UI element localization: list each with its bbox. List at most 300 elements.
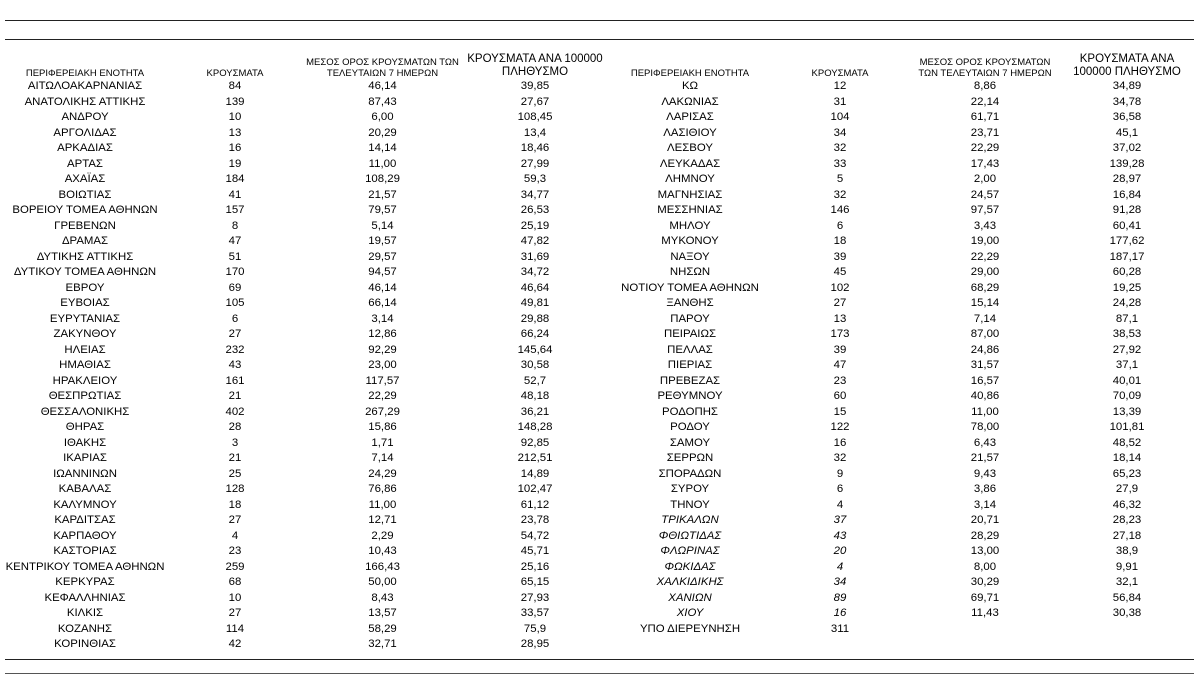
cell-per100k-left: 39,85 — [520, 80, 550, 92]
cell-cases-right: 173 — [830, 328, 850, 340]
cell-region-right: ΜΕΣΣΗΝΙΑΣ — [657, 204, 723, 216]
cell-per100k-right: 65,23 — [1112, 467, 1142, 480]
cell-per100k-right: 16,84 — [1112, 188, 1142, 201]
cell-region-right: ΠΙΕΡΙΑΣ — [667, 359, 713, 371]
cell-per100k-left: 23,78 — [520, 514, 550, 526]
cell-avg7-right: 19,00 — [970, 235, 1000, 247]
cell-region-left: ΑΧΑΪΑΣ — [64, 173, 106, 185]
cell-avg7-right: 29,00 — [970, 266, 1000, 278]
cell-per100k-left: 34,77 — [520, 188, 550, 201]
cell-per100k-left: 66,24 — [520, 328, 550, 340]
cell-region-right: ΧΙΟΥ — [676, 607, 704, 619]
cell-per100k-right: 38,53 — [1112, 328, 1142, 340]
cell-avg7-right: 21,57 — [970, 452, 1000, 464]
cell-avg7-left: 92,29 — [368, 343, 397, 356]
cell-region-left: ΚΕΡΚΥΡΑΣ — [55, 576, 115, 588]
cell-per100k-left: 18,46 — [520, 142, 550, 154]
cell-region-left: ΚΟΖΑΝΗΣ — [57, 622, 113, 635]
cell-avg7-left: 87,43 — [368, 95, 397, 108]
table-row — [5, 560, 1194, 576]
cell-avg7-left: 50,00 — [368, 576, 397, 588]
cell-avg7-left: 12,86 — [368, 328, 397, 340]
cell-avg7-right: 2,00 — [973, 173, 997, 185]
cell-cases-right: 33 — [833, 157, 847, 170]
cell-avg7-right: 11,00 — [971, 405, 999, 418]
cell-cases-right: 4 — [836, 498, 844, 511]
cell-avg7-right: 6,43 — [973, 436, 997, 449]
cell-cases-right: 27 — [833, 297, 847, 309]
cell-region-left: ΗΛΕΙΑΣ — [64, 343, 106, 356]
table-row — [5, 606, 1194, 622]
cell-per100k-right: 19,25 — [1112, 281, 1142, 294]
cell-per100k-right: 46,32 — [1112, 498, 1142, 511]
cell-avg7-right: 9,43 — [973, 467, 997, 480]
cell-avg7-left: 13,57 — [368, 607, 397, 619]
table-row — [5, 436, 1194, 452]
cell-cases-left: 170 — [225, 266, 245, 278]
cell-avg7-left: 29,57 — [368, 250, 397, 263]
cell-per100k-right — [1060, 622, 1194, 638]
cell-per100k-right: 187,17 — [1109, 250, 1145, 263]
cell-per100k-left: 212,51 — [517, 452, 553, 464]
table-row — [5, 358, 1194, 374]
cell-region-left: ΘΕΣΠΡΩΤΙΑΣ — [48, 390, 122, 402]
cell-avg7-right: 15,14 — [970, 297, 1000, 309]
cell-per100k-left: 48,18 — [520, 390, 550, 402]
cell-per100k-left: 108,45 — [517, 111, 553, 123]
bottom-rule — [5, 659, 1194, 660]
cell-avg7-left: 5,14 — [371, 219, 394, 232]
cell-cases-right: 18 — [833, 235, 847, 247]
cell-avg7-left: 1,71 — [371, 436, 394, 449]
cell-per100k-left: 27,67 — [520, 95, 550, 108]
header-per100k-right: ΚΡΟΥΣΜΑΤΑ ΑΝΑ 100000 ΠΛΗΘΥΣΜΟ — [1073, 53, 1181, 78]
cell-region-left: ΚΑΣΤΟΡΙΑΣ — [53, 545, 117, 557]
cell-per100k-right: 40,01 — [1112, 374, 1142, 387]
cell-cases-right: 89 — [833, 591, 847, 604]
header-region-left: ΠΕΡΙΦΕΡΕΙΑΚΗ ΕΝΟΤΗΤΑ — [25, 68, 145, 79]
cell-per100k-left: 47,82 — [520, 235, 550, 247]
cell-cases-right: 146 — [830, 204, 850, 216]
table-row — [5, 575, 1194, 591]
cell-avg7-left: 79,57 — [368, 204, 397, 216]
cell-per100k-right: 60,41 — [1112, 219, 1142, 232]
cell-region-right: ΛΕΥΚΑΔΑΣ — [659, 157, 721, 170]
cell-per100k-left: 27,93 — [520, 591, 550, 604]
cell-cases-right: 32 — [833, 188, 847, 201]
cell-per100k-right: 28,23 — [1112, 514, 1142, 526]
cell-region-left: ΑΝΑΤΟΛΙΚΗΣ ΑΤΤΙΚΗΣ — [24, 95, 146, 108]
cell-cases-left: 3 — [231, 436, 239, 449]
cell-per100k-right: 56,84 — [1112, 591, 1142, 604]
cell-avg7-right: 23,71 — [970, 126, 1000, 139]
cell-region-right: ΧΑΛΚΙΔΙΚΗΣ — [656, 576, 724, 588]
table-body — [5, 79, 1194, 653]
cell-region-right: ΜΗΛΟΥ — [669, 219, 711, 232]
cell-per100k-right: 34,78 — [1112, 95, 1142, 108]
cell-avg7-left: 11,00 — [368, 498, 397, 511]
cell-region-right: ΝΟΤΙΟΥ ΤΟΜΕΑ ΑΘΗΝΩΝ — [621, 281, 759, 294]
cell-avg7-left: 23,00 — [368, 359, 397, 371]
cell-cases-left: 41 — [228, 188, 242, 201]
cell-region-left: ΚΟΡΙΝΘΙΑΣ — [54, 638, 116, 650]
cell-region-left: ΘΗΡΑΣ — [65, 421, 105, 433]
cell-region-right: ΤΗΝΟΥ — [670, 498, 710, 511]
cell-per100k-left: 75,9 — [523, 622, 547, 635]
cell-region-right: ΚΩ — [681, 80, 699, 92]
cell-per100k-left: 92,85 — [520, 436, 550, 449]
cell-cases-left: 105 — [225, 297, 245, 309]
cell-avg7-right — [910, 622, 1060, 638]
cell-cases-left: 18 — [228, 498, 242, 511]
cell-cases-right: 5 — [836, 173, 844, 185]
table-row — [5, 637, 1194, 653]
cell-per100k-left: 29,88 — [520, 312, 550, 325]
cell-region-right: ΡΕΘΥΜΝΟΥ — [657, 390, 723, 402]
cell-avg7-left: 2,29 — [371, 529, 394, 542]
cell-avg7-left: 22,29 — [368, 390, 397, 402]
cell-region-left: ΕΥΡΥΤΑΝΙΑΣ — [49, 312, 121, 325]
cell-cases-right: 16 — [833, 607, 847, 619]
cell-per100k-right: 30,38 — [1112, 607, 1142, 619]
table-row — [5, 405, 1194, 421]
cell-cases-left: 139 — [225, 95, 245, 108]
cell-cases-left: 157 — [225, 204, 245, 216]
table-row — [5, 110, 1194, 126]
cell-avg7-left: 7,14 — [371, 452, 394, 464]
cell-region-right: ΛΑΚΩΝΙΑΣ — [661, 95, 719, 108]
cell-cases-left: 16 — [228, 142, 242, 154]
table-row — [5, 529, 1194, 545]
cell-region-left: ΑΡΓΟΛΙΔΑΣ — [53, 126, 117, 139]
table-row — [5, 219, 1194, 235]
cell-per100k-left: 26,53 — [520, 204, 550, 216]
cell-region-right: ΣΕΡΡΩΝ — [666, 452, 714, 464]
cell-region-left: ΚΕΝΤΡΙΚΟΥ ΤΟΜΕΑ ΑΘΗΝΩΝ — [5, 560, 165, 573]
cell-region-right: ΣΑΜΟΥ — [669, 436, 711, 449]
table-row — [5, 482, 1194, 498]
cell-per100k-right: 139,28 — [1109, 157, 1145, 170]
header-region-right: ΠΕΡΙΦΕΡΕΙΑΚΗ ΕΝΟΤΗΤΑ — [630, 68, 750, 79]
cell-per100k-left: 31,69 — [520, 250, 550, 263]
cell-cases-right: 16 — [833, 436, 847, 449]
cell-avg7-right: 8,86 — [973, 80, 997, 92]
table-row — [5, 265, 1194, 281]
cell-avg7-left: 94,57 — [368, 266, 397, 278]
header-cases-right: ΚΡΟΥΣΜΑΤΑ — [811, 68, 869, 79]
cell-cases-left: 23 — [228, 545, 242, 557]
cell-region-right: ΝΗΣΩΝ — [669, 266, 711, 278]
cell-avg7-right: 31,57 — [970, 359, 1000, 371]
cell-region-left: ΒΟΙΩΤΙΑΣ — [58, 188, 112, 201]
cell-avg7-left: 10,43 — [368, 545, 397, 557]
cell-per100k-left: 61,12 — [520, 498, 550, 511]
cell-cases-right: 122 — [830, 421, 850, 433]
cell-region-right: ΤΡΙΚΑΛΩΝ — [661, 514, 719, 526]
cell-region-left: ΚΑΛΥΜΝΟΥ — [53, 498, 117, 511]
cell-per100k-right: 18,14 — [1112, 452, 1142, 464]
cell-cases-right: 60 — [833, 390, 847, 402]
cell-region-left: ΔΥΤΙΚΟΥ ΤΟΜΕΑ ΑΘΗΝΩΝ — [13, 266, 157, 278]
cell-avg7-left: 46,14 — [368, 80, 397, 92]
cell-cases-left: 10 — [228, 111, 242, 123]
cell-region-left: ΚΙΛΚΙΣ — [66, 607, 104, 619]
table-row — [5, 420, 1194, 436]
cell-per100k-left: 36,21 — [520, 405, 550, 418]
table-row — [5, 296, 1194, 312]
cell-region-right: ΝΑΞΟΥ — [670, 250, 710, 263]
table-row — [5, 126, 1194, 142]
table-row — [5, 172, 1194, 188]
cell-region-left: ΘΕΣΣΑΛΟΝΙΚΗΣ — [40, 405, 130, 418]
cell-cases-right: 4 — [836, 560, 844, 573]
cell-cases-left: 232 — [225, 343, 245, 356]
table-row — [5, 157, 1194, 173]
cell-avg7-left: 108,29 — [365, 173, 400, 185]
cell-cases-right: 32 — [833, 142, 847, 154]
table-row — [5, 343, 1194, 359]
cell-cases-right: 23 — [833, 374, 847, 387]
cell-per100k-right: 37,1 — [1115, 359, 1139, 371]
header-row — [5, 48, 1194, 79]
cell-per100k-right: 177,62 — [1109, 235, 1145, 247]
cell-region-left: ΙΩΑΝΝΙΝΩΝ — [53, 467, 117, 480]
cell-cases-left: 19 — [228, 157, 242, 170]
cell-avg7-left: 117,57 — [365, 374, 400, 387]
cell-avg7-left: 19,57 — [368, 235, 397, 247]
cell-region-right: ΜΥΚΟΝΟΥ — [661, 235, 719, 247]
cell-avg7-right: 68,29 — [970, 281, 1000, 294]
cell-per100k-left: 14,89 — [520, 467, 550, 480]
header-avg7-right: ΜΕΣΟΣ ΟΡΟΣ ΚΡΟΥΣΜΑΤΩΝ ΤΩΝ ΤΕΛΕΥΤΑΙΩΝ 7 ΗΜΕΡΩΝ — [918, 57, 1052, 79]
cell-per100k-left: 28,95 — [520, 638, 550, 650]
cell-per100k-left: 33,57 — [520, 607, 550, 619]
cell-cases-left: 27 — [228, 514, 242, 526]
cell-avg7-left: 24,29 — [368, 467, 397, 480]
cell-per100k-left: 65,15 — [520, 576, 550, 588]
cell-cases-left: 21 — [228, 390, 242, 402]
cell-region-left: ΚΕΦΑΛΛΗΝΙΑΣ — [44, 591, 126, 604]
cell-avg7-left: 66,14 — [368, 297, 397, 309]
cell-region-left: ΙΚΑΡΙΑΣ — [63, 452, 107, 464]
cell-avg7-left: 6,00 — [371, 111, 394, 123]
cell-avg7-right: 3,14 — [973, 498, 997, 511]
cell-avg7-right: 11,43 — [971, 607, 999, 619]
table-row — [5, 467, 1194, 483]
cell-region-right: ΛΑΣΙΘΙΟΥ — [663, 126, 717, 139]
cell-region-right: ΠΕΛΛΑΣ — [667, 343, 713, 356]
cell-cases-right: 47 — [833, 359, 847, 371]
cell-region-left: ΓΡΕΒΕΝΩΝ — [54, 219, 116, 232]
cell-avg7-right: 40,86 — [970, 390, 1000, 402]
cell-cases-right: 32 — [833, 452, 847, 464]
cell-cases-left: 42 — [228, 638, 242, 650]
cell-cases-left: 25 — [228, 467, 242, 480]
table-row — [5, 79, 1194, 95]
header-cases-left: ΚΡΟΥΣΜΑΤΑ — [206, 68, 264, 79]
cell-per100k-left: 54,72 — [520, 529, 550, 542]
cell-cases-right — [770, 637, 910, 653]
cell-cases-left: 402 — [225, 405, 245, 418]
cell-region-left: ΕΥΒΟΙΑΣ — [60, 297, 110, 309]
cell-avg7-right: 69,71 — [970, 591, 1000, 604]
cell-region-right: ΣΥΡΟΥ — [670, 483, 710, 495]
cell-cases-right: 34 — [833, 576, 847, 588]
cell-avg7-right: 61,71 — [970, 111, 1000, 123]
cell-avg7-right: 22,29 — [970, 250, 1000, 263]
cell-avg7-left: 46,14 — [368, 281, 397, 294]
header-per100k-left: ΚΡΟΥΣΜΑΤΑ ΑΝΑ 100000 ΠΛΗΘΥΣΜΟ — [467, 53, 603, 78]
cell-per100k-right: 36,58 — [1112, 111, 1142, 123]
cell-cases-left: 84 — [228, 80, 242, 92]
cell-avg7-right: 28,29 — [970, 529, 1000, 542]
cell-per100k-right: 38,9 — [1115, 545, 1139, 557]
cell-avg7-right: 87,00 — [970, 328, 1000, 340]
table-row — [5, 389, 1194, 405]
cell-region-left: ΒΟΡΕΙΟΥ ΤΟΜΕΑ ΑΘΗΝΩΝ — [12, 204, 158, 216]
cell-cases-right: 9 — [836, 467, 844, 480]
cell-region-right: ΠΑΡΟΥ — [670, 312, 710, 325]
cell-cases-right: 6 — [836, 483, 844, 495]
cell-region-right — [610, 637, 770, 653]
cell-cases-left: 27 — [228, 607, 242, 619]
table-row — [5, 591, 1194, 607]
cell-cases-right: 6 — [836, 219, 844, 232]
cell-per100k-right: 37,02 — [1112, 142, 1142, 154]
cell-per100k-left: 30,58 — [520, 359, 550, 371]
cell-avg7-left: 21,57 — [368, 188, 397, 201]
cell-avg7-left: 76,86 — [368, 483, 397, 495]
cell-per100k-right: 60,28 — [1112, 266, 1142, 278]
cell-cases-right: 31 — [833, 95, 847, 108]
cell-region-right: ΞΑΝΘΗΣ — [666, 297, 714, 309]
cell-per100k-right: 9,91 — [1115, 560, 1139, 573]
cell-cases-left: 51 — [228, 250, 242, 263]
cell-avg7-right: 97,57 — [970, 204, 1000, 216]
cell-cases-left: 114 — [225, 622, 245, 635]
cell-avg7-right: 3,43 — [973, 219, 997, 232]
cell-avg7-left: 11,00 — [368, 157, 397, 170]
cell-avg7-left: 166,43 — [365, 560, 400, 573]
cell-region-right: ΦΛΩΡΙΝΑΣ — [660, 545, 720, 557]
cell-cases-left: 8 — [231, 219, 239, 232]
cell-cases-right: 45 — [833, 266, 847, 278]
cell-region-left: ΕΒΡΟΥ — [65, 281, 105, 294]
cell-avg7-right: 7,14 — [973, 312, 997, 325]
cell-region-left: ΑΡΤΑΣ — [67, 157, 103, 170]
table-row — [5, 95, 1194, 111]
header-rule — [5, 39, 1194, 40]
cell-cases-left: 259 — [225, 560, 245, 573]
cell-cases-right: 15 — [833, 405, 847, 418]
cell-region-left: ΑΝΔΡΟΥ — [61, 111, 109, 123]
cell-region-right: ΡΟΔΟΥ — [670, 421, 710, 433]
cell-cases-left: 4 — [231, 529, 239, 542]
cell-per100k-left: 25,16 — [520, 560, 550, 573]
cell-per100k-left: 52,7 — [523, 374, 547, 387]
cell-region-left: ΚΑΡΠΑΘΟΥ — [53, 529, 117, 542]
top-rule — [5, 20, 1194, 21]
cell-avg7-right: 8,00 — [973, 560, 997, 573]
cell-cases-left: 21 — [228, 452, 242, 464]
cell-region-left: ΚΑΡΔΙΤΣΑΣ — [54, 514, 116, 526]
cell-per100k-left: 49,81 — [520, 297, 550, 309]
cell-per100k-left: 145,64 — [517, 343, 553, 356]
cell-region-right: ΠΕΙΡΑΙΩΣ — [663, 328, 717, 340]
cell-cases-left: 68 — [228, 576, 242, 588]
cell-per100k-right: 27,92 — [1112, 343, 1142, 356]
table-row — [5, 188, 1194, 204]
cell-cases-right: 13 — [833, 312, 847, 325]
table-row — [5, 622, 1194, 638]
cell-region-right: ΛΕΣΒΟΥ — [667, 142, 713, 154]
table-row — [5, 234, 1194, 250]
cell-avg7-left: 14,14 — [368, 142, 397, 154]
cell-per100k-left: 46,64 — [520, 281, 550, 294]
cell-per100k-right: 91,28 — [1112, 204, 1142, 216]
cell-cases-left: 27 — [228, 328, 242, 340]
cell-region-right: ΛΗΜΝΟΥ — [665, 173, 715, 185]
cell-cases-right: 43 — [833, 529, 847, 542]
cell-avg7-right: 16,57 — [970, 374, 1000, 387]
cell-cases-left: 6 — [231, 312, 239, 325]
cell-avg7-left: 20,29 — [368, 126, 397, 139]
cell-cases-right: 102 — [830, 281, 850, 294]
cell-region-right: ΠΡΕΒΕΖΑΣ — [659, 374, 721, 387]
cell-region-left: ΔΡΑΜΑΣ — [61, 235, 109, 247]
cell-per100k-right: 48,52 — [1112, 436, 1142, 449]
table-row — [5, 513, 1194, 529]
cell-per100k-right: 24,28 — [1112, 297, 1142, 309]
cell-cases-right: 311 — [830, 622, 850, 635]
cell-avg7-left: 58,29 — [368, 622, 397, 635]
cell-cases-left: 10 — [228, 591, 242, 604]
table-row — [5, 141, 1194, 157]
cell-region-right: ΧΑΝΙΩΝ — [668, 591, 712, 604]
cell-region-left: ΔΥΤΙΚΗΣ ΑΤΤΙΚΗΣ — [36, 250, 134, 263]
table-row — [5, 327, 1194, 343]
table-row — [5, 203, 1194, 219]
cell-region-left: ΗΡΑΚΛΕΙΟΥ — [52, 374, 118, 387]
cell-avg7-right: 20,71 — [970, 514, 1000, 526]
cell-cases-left: 43 — [228, 359, 242, 371]
cell-per100k-right: 34,89 — [1112, 80, 1142, 92]
cell-region-left: ΗΜΑΘΙΑΣ — [59, 359, 111, 371]
cell-region-right: ΥΠΟ ΔΙΕΡΕΥΝΗΣΗ — [639, 622, 741, 635]
cell-region-left: ΙΘΑΚΗΣ — [63, 436, 107, 449]
cell-avg7-right — [910, 637, 1060, 653]
table-row — [5, 281, 1194, 297]
cell-region-right: ΣΠΟΡΑΔΩΝ — [658, 467, 722, 480]
cell-cases-right: 39 — [833, 343, 847, 356]
cell-region-left: ΚΑΒΑΛΑΣ — [58, 483, 112, 495]
cell-avg7-right: 24,86 — [970, 343, 1000, 356]
cell-cases-left: 13 — [228, 126, 242, 139]
cell-cases-left: 28 — [228, 421, 242, 433]
cell-avg7-right: 30,29 — [970, 576, 1000, 588]
cell-per100k-left: 102,47 — [517, 483, 553, 495]
cell-cases-right: 12 — [833, 80, 847, 92]
cell-region-right: ΡΟΔΟΠΗΣ — [662, 405, 718, 418]
cell-region-left: ΑΡΚΑΔΙΑΣ — [57, 142, 113, 154]
cell-avg7-right: 13,00 — [970, 545, 1000, 557]
cell-avg7-right: 22,14 — [970, 95, 1000, 108]
cell-avg7-right: 22,29 — [970, 142, 1000, 154]
table-row — [5, 312, 1194, 328]
cell-avg7-left: 3,14 — [371, 312, 394, 325]
cell-per100k-right: 87,1 — [1115, 312, 1139, 325]
table-row — [5, 544, 1194, 560]
